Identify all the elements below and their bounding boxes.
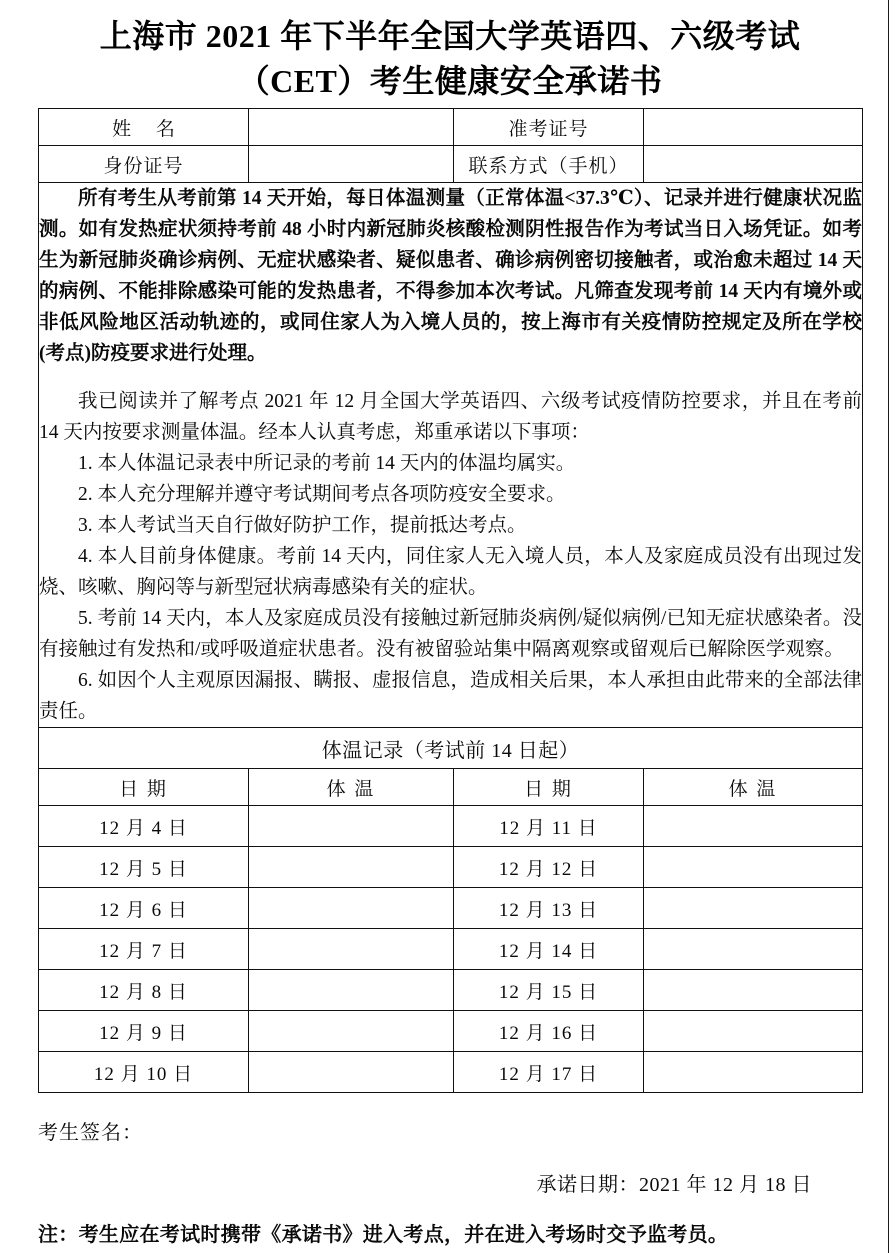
temperature-date-right: 12 月 17 日 bbox=[454, 1052, 644, 1093]
temperature-value-right[interactable] bbox=[644, 1052, 863, 1093]
temperature-value-left[interactable] bbox=[249, 847, 454, 888]
temperature-date-left: 12 月 5 日 bbox=[39, 847, 249, 888]
field-phone-value[interactable] bbox=[644, 146, 863, 183]
table-row bbox=[39, 888, 863, 929]
temperature-header-temp-right: 体 温 bbox=[644, 769, 863, 806]
footer-note: 注：考生应在考试时携带《承诺书》进入考点，并在进入考场时交予监考员。 bbox=[38, 1224, 729, 1246]
temperature-value-left[interactable] bbox=[249, 929, 454, 970]
signature-label[interactable]: 考生签名： bbox=[38, 1122, 143, 1144]
temperature-value-right[interactable] bbox=[644, 929, 863, 970]
promise-date: 承诺日期：2021 年 12 月 18 日 bbox=[536, 1174, 812, 1196]
label-phone: 联系方式（手机） bbox=[454, 146, 644, 183]
label-id-number: 身份证号 bbox=[39, 146, 249, 183]
notice-body bbox=[39, 183, 863, 728]
notice-item-3: 3. 本人考试当天自行做好防护工作，提前抵达考点。 bbox=[78, 515, 527, 536]
temperature-header-temp-left: 体 温 bbox=[249, 769, 454, 806]
notice-item-1: 1. 本人体温记录表中所记录的考前 14 天内的体温均属实。 bbox=[78, 453, 576, 474]
table-row bbox=[39, 1052, 863, 1093]
table-row bbox=[39, 806, 863, 847]
paragraph-spacer bbox=[39, 369, 862, 386]
document-title bbox=[38, 14, 862, 104]
table-row bbox=[39, 1011, 863, 1052]
temperature-value-right[interactable] bbox=[644, 970, 863, 1011]
main-document-table bbox=[38, 108, 863, 1093]
title-line-1: 上海市 2021 年下半年全国大学英语四、六级考试 bbox=[99, 18, 801, 54]
temperature-value-left[interactable] bbox=[249, 888, 454, 929]
temperature-header-date-right: 日 期 bbox=[454, 769, 644, 806]
title-line-2: （CET）考生健康安全承诺书 bbox=[237, 63, 663, 99]
temperature-value-right[interactable] bbox=[644, 888, 863, 929]
notice-bold-paragraph: 所有考生从考前第 14 天开始，每日体温测量（正常体温<37.3℃）、记录并进行健康状况监测。如有发热症状须持考前 48 小时内新冠肺炎核酸检测阴性报告作为考试当日入场凭证。如考生为新冠肺炎确诊病例、无症状感染者、疑似患者、确诊病例密切接触者，或治愈未超过 14 天的病例、不能排除感染可能的发热患者，不得参加本次考试。凡筛查发现考前 14 天内有境外或非低风险地区活动轨迹的，或同住家人为入境人员的，按上海市有关疫情防控规定及所在学校(考点)防疫要求进行处理。 bbox=[39, 188, 862, 364]
table-row bbox=[39, 847, 863, 888]
temperature-date-left: 12 月 7 日 bbox=[39, 929, 249, 970]
temperature-date-left: 12 月 6 日 bbox=[39, 888, 249, 929]
temperature-value-right[interactable] bbox=[644, 806, 863, 847]
notice-intro-paragraph: 我已阅读并了解考点 2021 年 12 月全国大学英语四、六级考试疫情防控要求，并且在考前 14 天内按要求测量体温。经本人认真考虑，郑重承诺以下事项： bbox=[39, 391, 862, 443]
temperature-value-right[interactable] bbox=[644, 1011, 863, 1052]
info-row-id bbox=[39, 146, 863, 183]
field-admission-number-value[interactable] bbox=[644, 109, 863, 146]
info-row-name bbox=[39, 109, 863, 146]
temperature-value-left[interactable] bbox=[249, 806, 454, 847]
notice-item-2: 2. 本人充分理解并遵守考试期间考点各项防疫安全要求。 bbox=[78, 484, 566, 505]
temperature-date-right: 12 月 11 日 bbox=[454, 806, 644, 847]
temperature-date-left: 12 月 10 日 bbox=[39, 1052, 249, 1093]
notice-row bbox=[39, 183, 863, 728]
temperature-section-title-row bbox=[39, 728, 863, 769]
temperature-header-date-left: 日 期 bbox=[39, 769, 249, 806]
field-id-number-value[interactable] bbox=[249, 146, 454, 183]
temperature-date-left: 12 月 9 日 bbox=[39, 1011, 249, 1052]
temperature-date-right: 12 月 16 日 bbox=[454, 1011, 644, 1052]
temperature-value-right[interactable] bbox=[644, 847, 863, 888]
temperature-date-left: 12 月 4 日 bbox=[39, 806, 249, 847]
label-name: 姓 名 bbox=[39, 109, 249, 146]
temperature-value-left[interactable] bbox=[249, 1052, 454, 1093]
label-admission-number: 准考证号 bbox=[454, 109, 644, 146]
notice-item-4: 4. 本人目前身体健康。考前 14 天内，同住家人无入境人员，本人及家庭成员没有出现过发烧、咳嗽、胸闷等与新型冠状病毒感染有关的症状。 bbox=[39, 546, 862, 598]
notice-item-6: 6. 如因个人主观原因漏报、瞒报、虚报信息，造成相关后果，本人承担由此带来的全部法律责任。 bbox=[39, 670, 862, 722]
temperature-date-right: 12 月 13 日 bbox=[454, 888, 644, 929]
temperature-value-left[interactable] bbox=[249, 970, 454, 1011]
table-row bbox=[39, 929, 863, 970]
temperature-date-right: 12 月 14 日 bbox=[454, 929, 644, 970]
notice-item-5: 5. 考前 14 天内，本人及家庭成员没有接触过新冠肺炎病例/疑似病例/已知无症状感染者。没有接触过有发热和/或呼吸道症状患者。没有被留验站集中隔离观察或留观后已解除医学观察。 bbox=[39, 608, 862, 660]
temperature-header-row bbox=[39, 769, 863, 806]
document-footer bbox=[38, 1118, 862, 1250]
temperature-section-title: 体温记录（考试前 14 日起） bbox=[39, 728, 863, 769]
temperature-date-right: 12 月 15 日 bbox=[454, 970, 644, 1011]
page-edge-line bbox=[888, 0, 889, 1253]
temperature-value-left[interactable] bbox=[249, 1011, 454, 1052]
table-row bbox=[39, 970, 863, 1011]
temperature-date-left: 12 月 8 日 bbox=[39, 970, 249, 1011]
field-name-value[interactable] bbox=[249, 109, 454, 146]
temperature-date-right: 12 月 12 日 bbox=[454, 847, 644, 888]
